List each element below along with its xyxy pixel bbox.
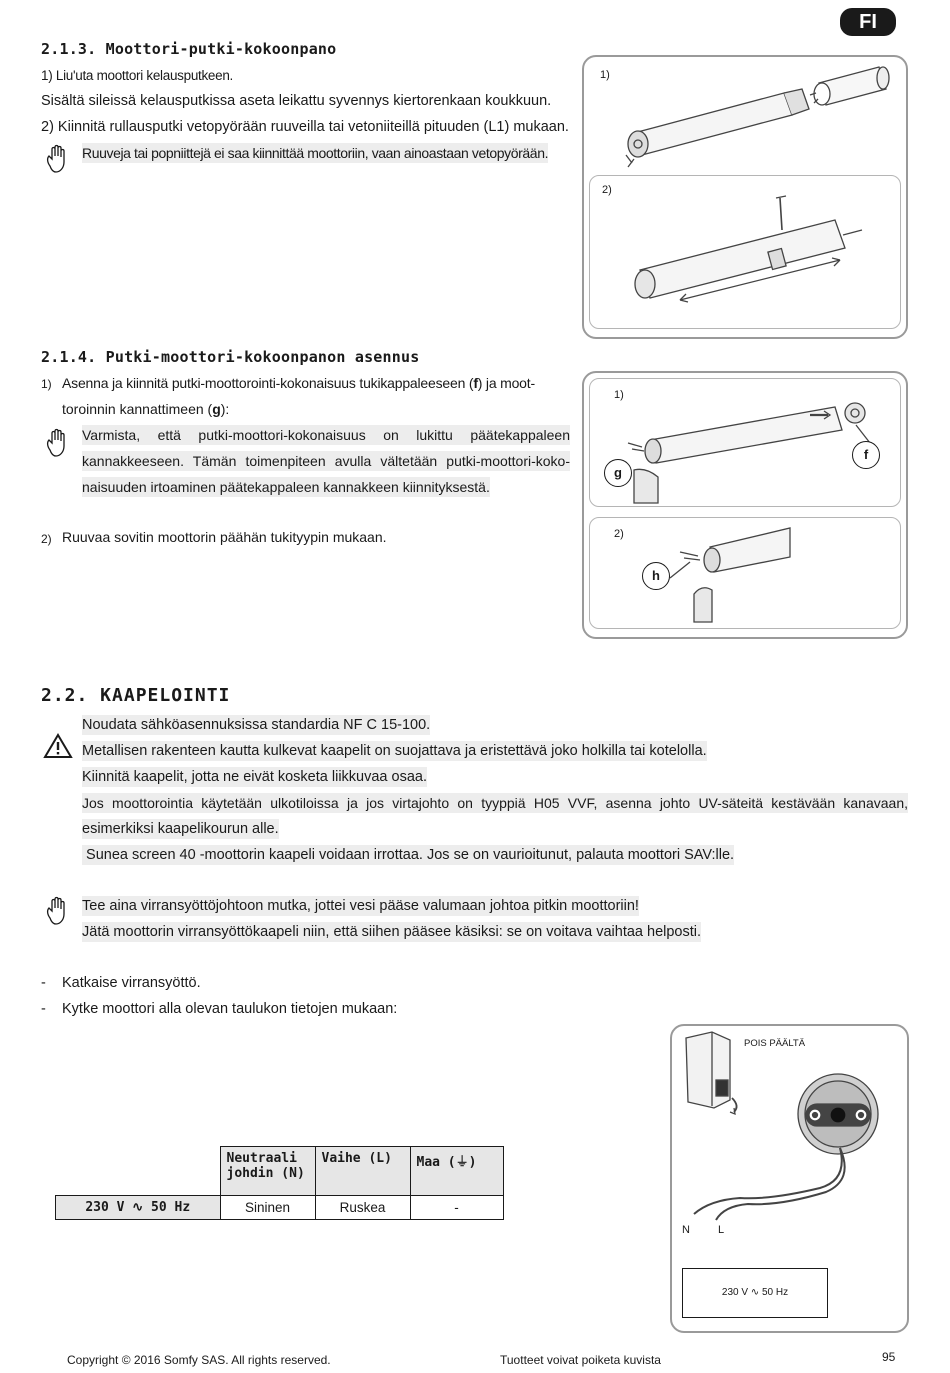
- figure1-step1-label: 1): [600, 69, 610, 81]
- warning-line-1: Noudata sähköasennuksissa standardia NF C 15-100.: [82, 717, 431, 733]
- footer-disclaimer: Tuotteet voivat poiketa kuvista: [500, 1353, 661, 1367]
- section-22-heading: 2.2. KAAPELOINTI: [41, 685, 231, 706]
- cable-note-line-2: Jätä moottorin virransyöttökaapeli niin, että siihen pääsee käsiksi: se on voitava vaihtaa helposti.: [82, 924, 702, 940]
- cell-earth-color: -: [410, 1196, 503, 1220]
- table-corner-blank: [56, 1147, 221, 1196]
- step1-text-a: Asenna ja kiinnitä putki-moottorointi-kokonaisuus tukikappaleeseen (: [62, 375, 474, 391]
- section-214-note-line-2: kannakkeeseen. Tämän toimenpiteen avulla vältetään putki-moottori-koko-: [82, 453, 570, 469]
- section-214-note-line-3: naisuuden irtoaminen päätekappaleen kannakkeen kiinnityksestä.: [82, 479, 490, 495]
- section-214-heading: 2.1.4. Putki-moottori-kokoonpanon asennus: [41, 348, 420, 366]
- bullet-marker-1: -: [41, 975, 46, 991]
- figure2-subpanel-2: [589, 517, 901, 629]
- cell-phase-color: Ruskea: [315, 1196, 410, 1220]
- wiring-table-header-row: [56, 1147, 504, 1196]
- section-214-step1-number: 1): [41, 377, 52, 391]
- section-214-step1-line-2: [62, 399, 229, 419]
- section-213-heading: 2.1.3. Moottori-putki-kokoonpano: [41, 40, 337, 58]
- hand-note-icon: [44, 896, 72, 926]
- header-earth: Maa (⏚): [410, 1147, 503, 1196]
- header-phase: Vaihe (L): [315, 1147, 410, 1196]
- bullet-2: Kytke moottori alla olevan taulukon tietojen mukaan:: [62, 1001, 398, 1017]
- warning-line-5: esimerkiksi kaapelikourun alle.: [82, 821, 279, 837]
- section-213-line-2: Sisältä sileissä kelausputkissa aseta leikattu syvennys kiertorenkaan koukkuun.: [41, 93, 552, 109]
- callout-h: h: [642, 562, 670, 590]
- supply-box: 230 V ∿ 50 Hz: [682, 1268, 828, 1318]
- figure1-step2-label: 2): [602, 184, 612, 196]
- breaker-off-label: POIS PÄÄLTÄ: [744, 1038, 806, 1049]
- row-label-supply: 230 V ∿ 50 Hz: [56, 1196, 221, 1220]
- step1-text-c: toroinnin kannattimeen (: [62, 401, 213, 417]
- figure1-subpanel-2: [589, 175, 901, 329]
- figure-motor-tube-assembly: [582, 55, 908, 339]
- step1-text-d: ):: [220, 401, 230, 417]
- wiring-table-row: [56, 1196, 504, 1220]
- step1-ref-g: g: [212, 401, 221, 417]
- page-number: 95: [882, 1350, 896, 1364]
- section-214-step2-number: 2): [41, 532, 52, 546]
- wiring-table: [55, 1146, 504, 1220]
- section-213-line-1: 1) Liu'uta moottori kelausputkeen.: [41, 68, 233, 83]
- warning-line-2: Metallisen rakenteen kautta kulkevat kaapelit on suojattava ja eristettävä joko holkilla tai kotelolla.: [82, 743, 707, 759]
- section-214-step1-line-1: [62, 373, 535, 393]
- warning-line-4: Jos moottorointia käytetään ulkotiloissa ja jos virtajohto on tyyppiä H05 VVF, asenna johto UV-säteitä kestävään kanavaan,: [82, 795, 908, 811]
- header-neutral: Neutraali johdin (N): [220, 1147, 315, 1196]
- tube-fixing-illustration: [610, 190, 895, 320]
- wiring-illustration: [680, 1030, 902, 1240]
- language-badge: FI: [840, 8, 896, 36]
- motor-insertion-illustration: [604, 63, 899, 173]
- figure2-step1-label: 1): [614, 389, 624, 401]
- bullet-marker-2: -: [41, 1001, 46, 1017]
- cable-note-line-1: Tee aina virransyöttöjohtoon mutka, jottei vesi pääse valumaan johtoa pitkin moottoriin!: [82, 898, 639, 914]
- installation-step2-illustration: [650, 522, 870, 627]
- hand-note-icon: [44, 144, 72, 174]
- figure2-step2-label: 2): [614, 528, 624, 540]
- step1-ref-f: f: [473, 375, 478, 391]
- callout-g: g: [604, 459, 632, 487]
- callout-f: f: [852, 441, 880, 469]
- section-213-note: Ruuveja tai popniittejä ei saa kiinnittää moottoriin, vaan ainoastaan vetopyörään.: [82, 145, 549, 161]
- wire-label-n: N: [682, 1224, 690, 1236]
- warning-line-6: Sunea screen 40 -moottorin kaapeli voidaan irrottaa. Jos se on vaurioitunut, palauta moottori SAV:lle.: [82, 847, 735, 863]
- section-213-line-3: 2) Kiinnitä rullausputki vetopyörään ruuveilla tai vetoniiteillä pituuden (L1) mukaan.: [41, 119, 569, 135]
- hand-note-icon: [44, 428, 72, 458]
- warning-triangle-icon: [43, 733, 73, 759]
- bullet-1: Katkaise virransyöttö.: [62, 975, 201, 991]
- figure2-subpanel-1: [589, 378, 901, 507]
- figure-tube-motor-installation: [582, 371, 908, 639]
- section-214-step2: Ruuvaa sovitin moottorin päähän tukityypin mukaan.: [62, 529, 387, 545]
- wire-label-l: L: [718, 1224, 725, 1236]
- warning-line-3: Kiinnitä kaapelit, jotta ne eivät kosketa liikkuvaa osaa.: [82, 769, 427, 785]
- step1-text-b: ) ja moot-: [477, 375, 535, 391]
- section-214-note-line-1: Varmista, että putki-moottori-kokonaisuus on lukittu päätekappaleen: [82, 427, 570, 443]
- installation-step1-illustration: [620, 385, 890, 505]
- footer-copyright: Copyright © 2016 Somfy SAS. All rights reserved.: [67, 1353, 331, 1367]
- figure-wiring: [670, 1024, 909, 1333]
- cell-neutral-color: Sininen: [220, 1196, 315, 1220]
